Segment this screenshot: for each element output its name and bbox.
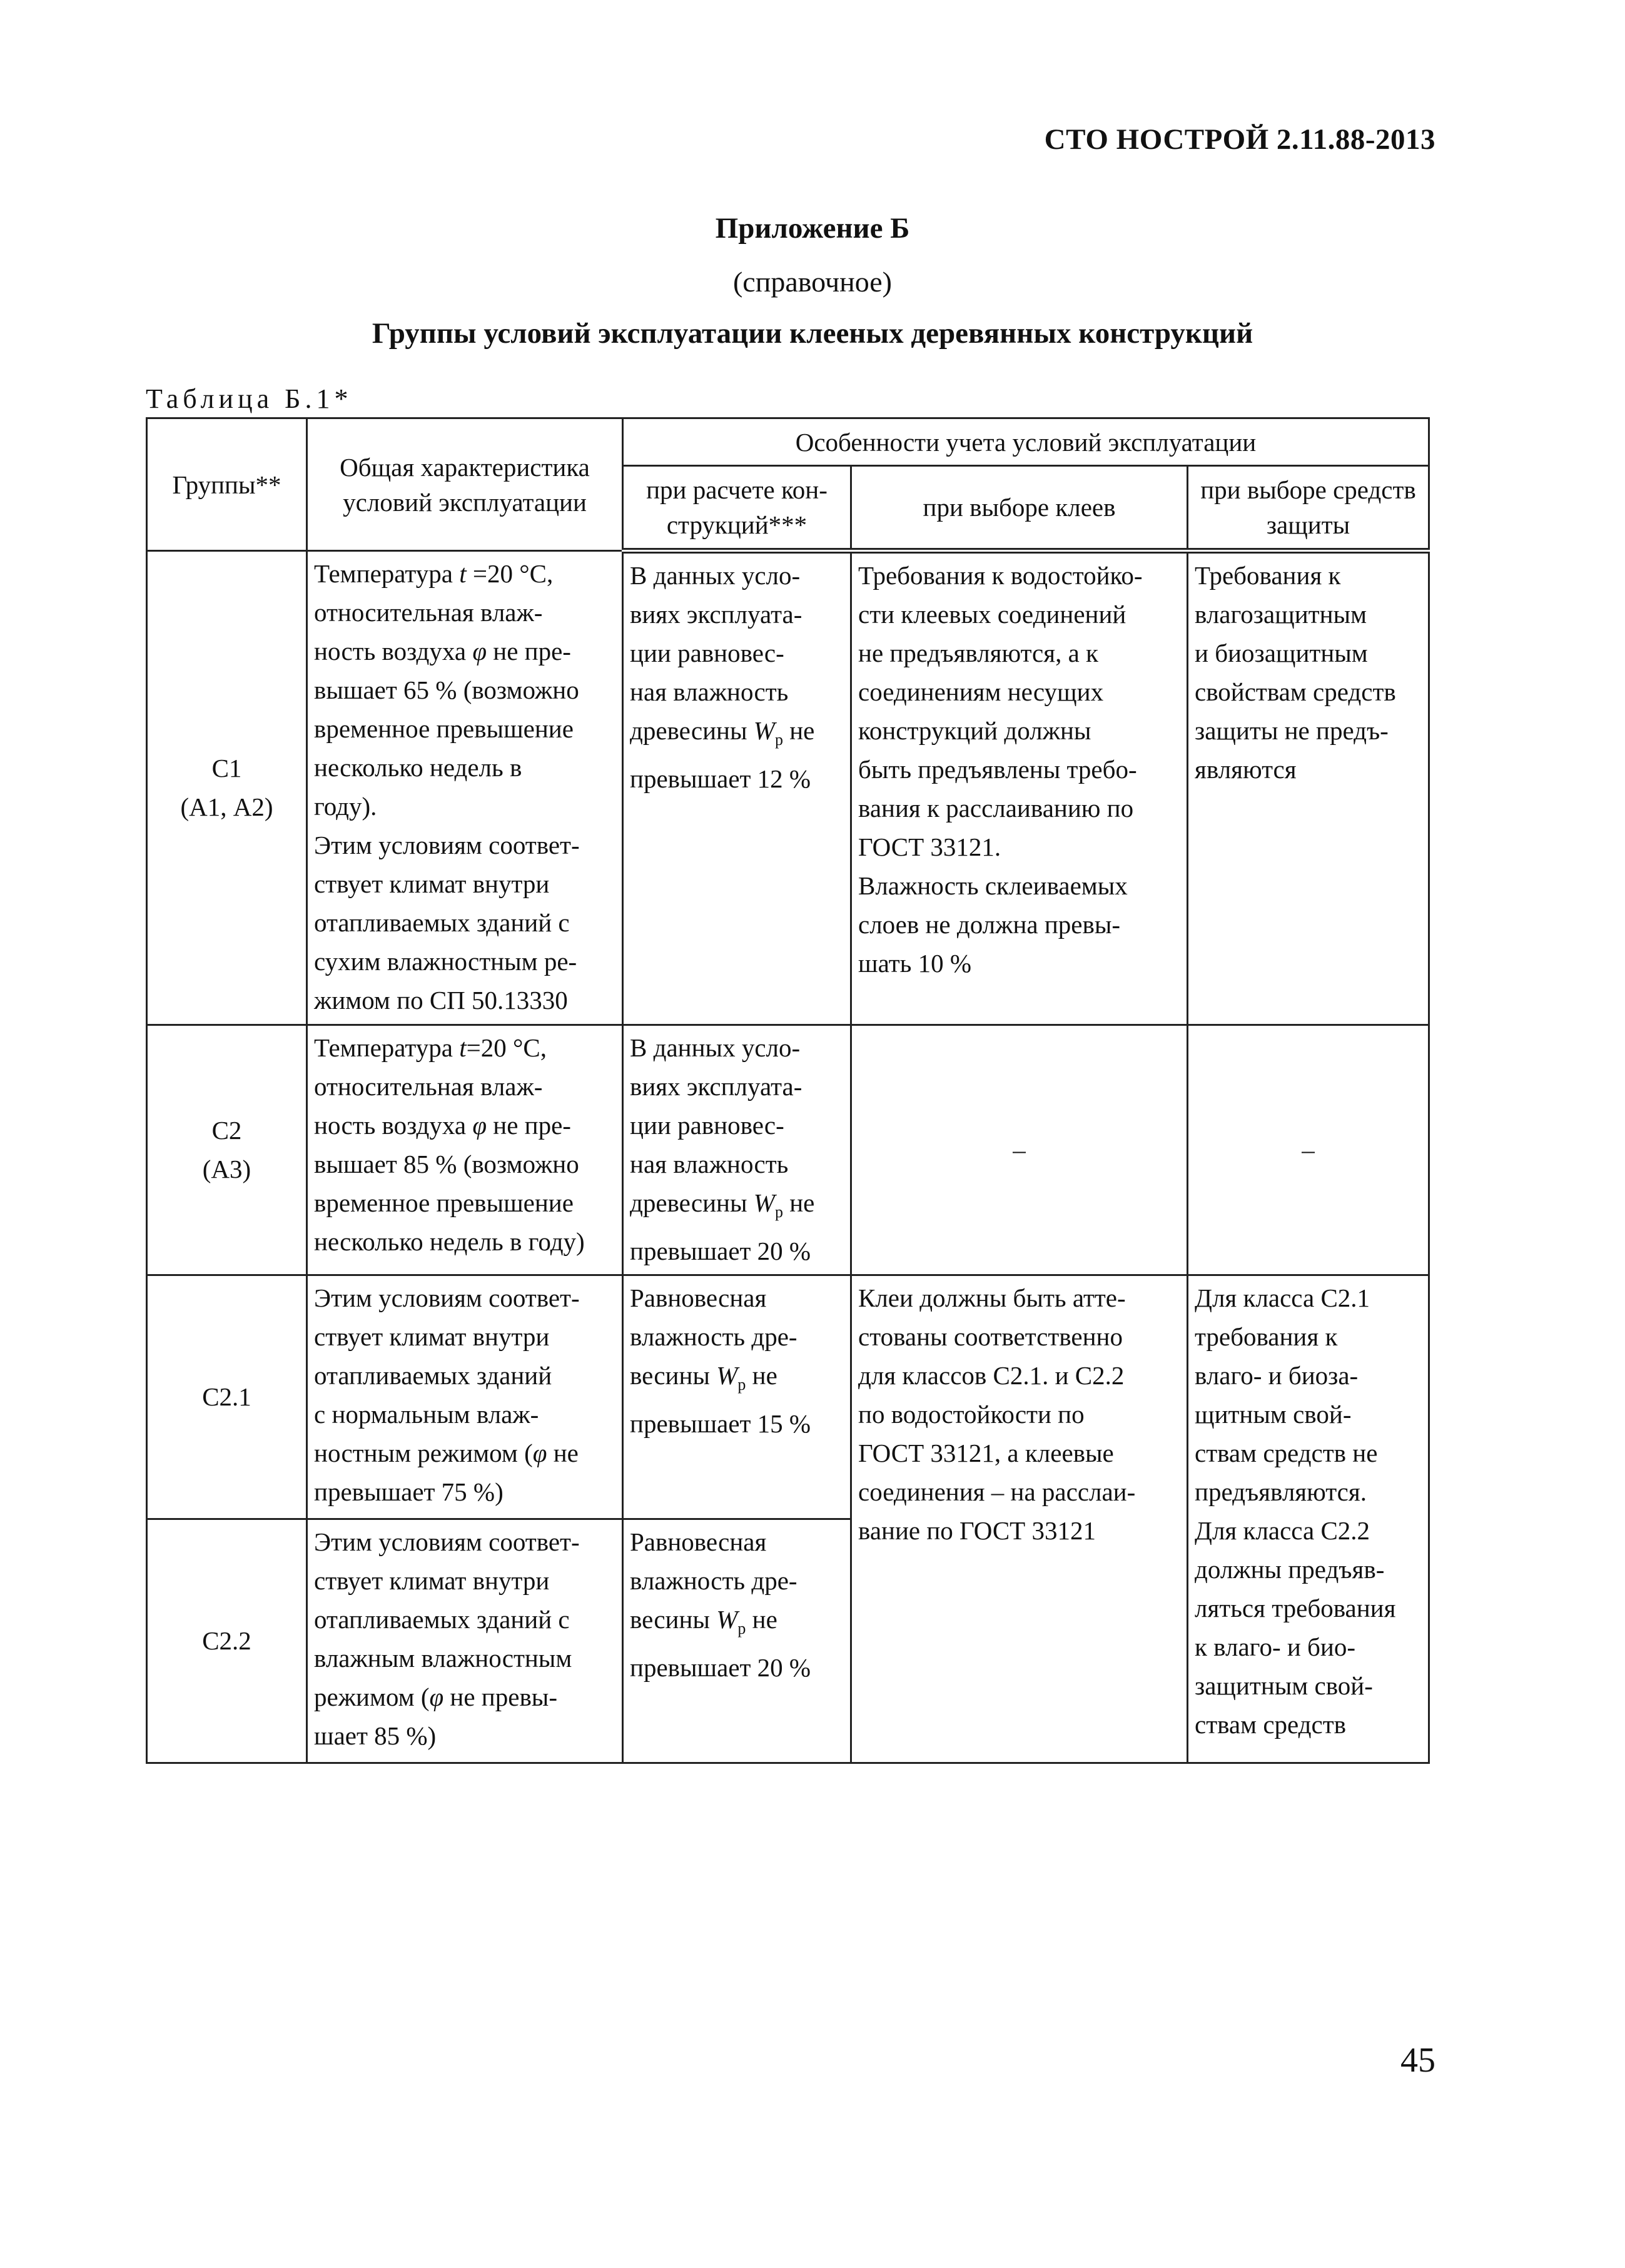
appendix-title: Приложение Б (715, 212, 910, 245)
general-cell: Температура t =20 °С, относительная влаж- ность воздуха φ не пре- вышает 65 % (возможно временное превышение несколько недель в году). Этим условиям соответ- ствует климат внутри отапливаемых зданий с сухим влажностным ре- жимом по СП 50.13330 (307, 551, 623, 1025)
header-calc: при расчете кон- струкций*** (623, 466, 851, 551)
group-cell: С2.1 (147, 1275, 307, 1519)
header-protection: при выборе средств защиты (1188, 466, 1429, 551)
general-cell: Этим условиям соответ- ствует климат внутри отапливаемых зданий с нормальным влаж- ностным режимом (φ не превышает 75 %) (307, 1275, 623, 1519)
adhesives-cell-merged: Клеи должны быть атте- стованы соответственно для классов С2.1. и С2.2 по водостойкости по ГОСТ 33121, а клеевые соединения – на расслаи- вание по ГОСТ 33121 (851, 1275, 1188, 1763)
general-cell: Температура t=20 °С, относительная влаж- ность воздуха φ не пре- вышает 85 % (возможно временное превышение несколько недель в году) (307, 1025, 623, 1275)
table-caption-star: * (334, 383, 348, 414)
group-cell: С2 (А3) (147, 1025, 307, 1275)
header-groups: Группы** (147, 418, 307, 551)
document-code: СТО НОСТРОЙ 2.11.88-2013 (1044, 123, 1435, 156)
table-caption (146, 383, 348, 415)
calc-cell: В данных усло- виях эксплуата- ции равновес- ная влажность древесины $W_р$ не превышает 12 % (623, 551, 851, 1025)
header-features: Особенности учета условий эксплуатации (623, 418, 1429, 466)
table-row (147, 1275, 1429, 1519)
protection-cell: – (1188, 1025, 1429, 1275)
calc-cell: В данных усло- виях эксплуата- ции равновес- ная влажность древесины $W_р$ не превышает 20 % (623, 1025, 851, 1275)
calc-cell: Равновесная влажность дре- весины $W_р$ не превышает 20 % (623, 1519, 851, 1763)
header-adhesives: при выборе клеев (851, 466, 1188, 551)
calc-cell: Равновесная влажность дре- весины $W_р$ не превышает 15 % (623, 1275, 851, 1519)
group-cell: С1 (А1, А2) (147, 551, 307, 1025)
protection-cell: Требования к влагозащитным и биозащитным свойствам средств защиты не предъ- являются (1188, 551, 1429, 1025)
appendix-type: (справочное) (732, 266, 893, 298)
table-row (147, 1025, 1429, 1275)
table-row (147, 551, 1429, 1025)
general-cell: Этим условиям соответ- ствует климат внутри отапливаемых зданий с влажным влажностным режимом (φ не превы- шает 85 %) (307, 1519, 623, 1763)
header-general: Общая характеристика условий эксплуатации (307, 418, 623, 551)
adhesives-cell: Требования к водостойко- сти клеевых соединений не предъявляются, а к соединениям несущих конструкций должны быть предъявлены требо- вания к расслаиванию по ГОСТ 33121. Влажность склеиваемых слоев не должна превы- шать 10 % (851, 551, 1188, 1025)
table-caption-text: Таблица Б.1 (146, 383, 335, 414)
page-number: 45 (1400, 2041, 1435, 2080)
appendix-heading: Группы условий эксплуатации клееных деревянных конструкций (372, 317, 1253, 350)
operating-conditions-table (146, 417, 1430, 1764)
adhesives-cell: – (851, 1025, 1188, 1275)
protection-cell-merged: Для класса С2.1 требования к влаго- и биоза- щитным свой- ствам средств не предъявляются. Для класса С2.2 должны предъяв- ляться требования к влаго- и био- защитным свой- ствам средств (1188, 1275, 1429, 1763)
group-cell: С2.2 (147, 1519, 307, 1763)
